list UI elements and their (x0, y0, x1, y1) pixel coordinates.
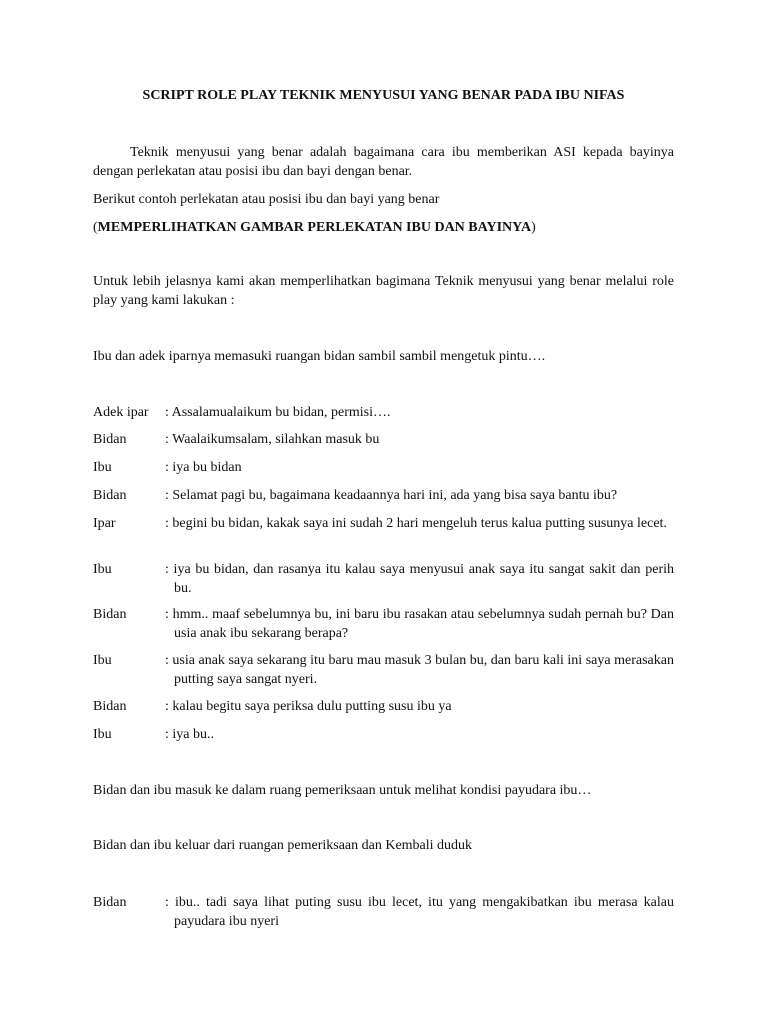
dialogue-speaker: Ibu (93, 460, 112, 475)
intro-paragraph: Teknik menyusui yang benar adalah bagaimana cara ibu memberikan ASI kepada bayinya dengan perlekatan atau posisi ibu dan bayi dengan benar. (93, 145, 674, 179)
dialogue-text: : ibu.. tadi saya lihat puting susu ibu lecet, itu yang mengakibatkan ibu merasa kalau payudara ibu nyeri (165, 895, 674, 929)
dialogue-text: : Assalamualaikum bu bidan, permisi…. (165, 405, 391, 420)
dialogue-speaker: Ibu (93, 727, 112, 742)
dialogue-speaker: Ibu (93, 562, 112, 577)
instruction-paragraph (93, 218, 674, 237)
dialogue-text: : kalau begitu saya periksa dulu putting susu ibu ya (165, 699, 452, 714)
example-paragraph: Berikut contoh perlekatan atau posisi ibu dan bayi yang benar (93, 192, 440, 207)
dialogue-line (93, 514, 674, 533)
roleplay-intro-paragraph: Untuk lebih jelasnya kami akan memperlihatkan bagimana Teknik menyusui yang benar melalui role play yang kami lakukan : (93, 274, 674, 308)
document-title: SCRIPT ROLE PLAY TEKNIK MENYUSUI YANG BENAR PADA IBU NIFAS (142, 88, 625, 103)
dialogue-line-final (93, 893, 674, 931)
scene-direction-2: Bidan dan ibu masuk ke dalam ruang pemeriksaan untuk melihat kondisi payudara ibu… (93, 783, 592, 798)
dialogue-speaker: Bidan (93, 432, 127, 447)
dialogue-speaker: Bidan (93, 895, 127, 910)
dialogue-speaker: Bidan (93, 488, 127, 503)
dialogue-speaker: Adek ipar (93, 405, 149, 420)
dialogue-line (93, 725, 674, 744)
dialogue-line (93, 403, 674, 422)
dialogue-text: : begini bu bidan, kakak saya ini sudah 2 hari mengeluh terus kalua putting susunya lecet. (165, 516, 667, 531)
dialogue-line (93, 430, 674, 449)
dialogue-text: : Selamat pagi bu, bagaimana keadaannya hari ini, ada yang bisa saya bantu ibu? (165, 488, 618, 503)
dialogue-text: : iya bu.. (165, 727, 214, 742)
dialogue-text: : iya bu bidan (165, 460, 242, 475)
dialogue-line (93, 560, 674, 598)
dialogue-text: : iya bu bidan, dan rasanya itu kalau saya menyusui anak saya itu sangat sakit dan perih bu. (165, 562, 674, 596)
dialogue-line (93, 651, 674, 689)
dialogue-text: : usia anak saya sekarang itu baru mau masuk 3 bulan bu, dan baru kali ini saya merasakan putting saya sangat nyeri. (165, 653, 674, 687)
dialogue-text: : hmm.. maaf sebelumnya bu, ini baru ibu rasakan atau sebelumnya sudah pernah bu? Dan usia anak ibu sekarang berapa? (165, 607, 674, 641)
dialogue-line (93, 458, 674, 477)
dialogue-speaker: Ipar (93, 516, 116, 531)
instruction-close-paren: ) (531, 220, 536, 235)
dialogue-speaker: Ibu (93, 653, 112, 668)
dialogue-speaker: Bidan (93, 607, 127, 622)
dialogue-line (93, 486, 674, 505)
instruction-open-paren: ( (93, 220, 98, 235)
scene-direction-3: Bidan dan ibu keluar dari ruangan pemeriksaan dan Kembali duduk (93, 838, 473, 853)
dialogue-speaker: Bidan (93, 699, 127, 714)
dialogue-line (93, 697, 674, 716)
dialogue-line (93, 605, 674, 643)
scene-direction-1: Ibu dan adek iparnya memasuki ruangan bidan sambil sambil mengetuk pintu…. (93, 349, 546, 364)
dialogue-text: : Waalaikumsalam, silahkan masuk bu (165, 432, 380, 447)
instruction-text: MEMPERLIHATKAN GAMBAR PERLEKATAN IBU DAN BAYINYA (97, 220, 532, 235)
